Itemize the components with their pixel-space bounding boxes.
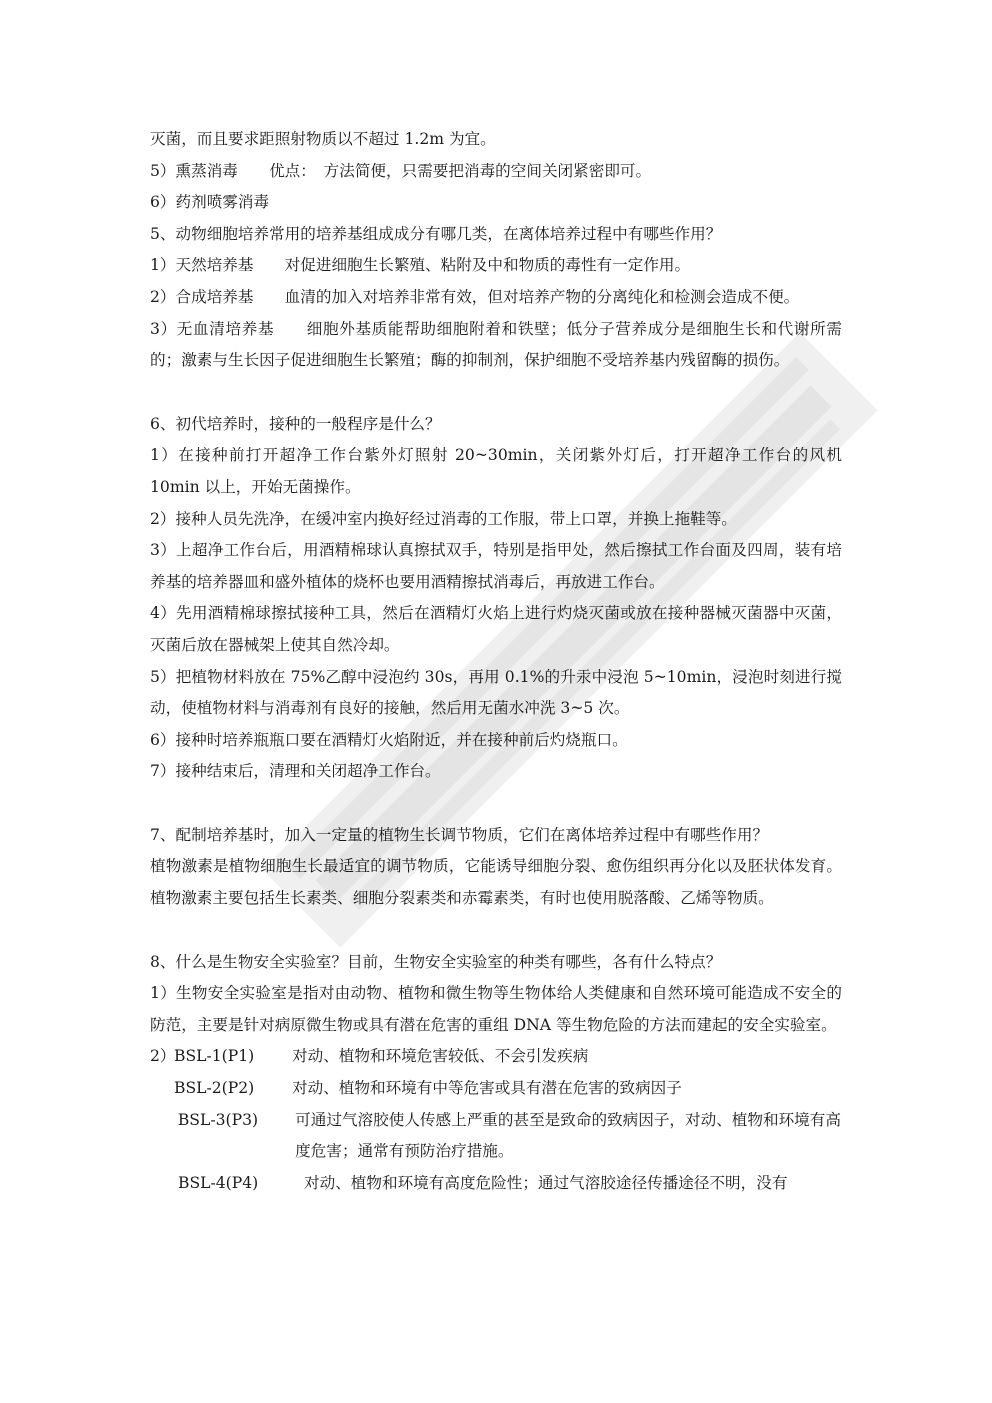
- bsl-description: 对动、植物和环境有中等危害或具有潜在危害的致病因子: [292, 1079, 682, 1098]
- bsl-prefix: [150, 1073, 174, 1105]
- bsl-description: 对动、植物和环境危害较低、不会引发疾病: [292, 1047, 589, 1066]
- question-8-heading: 8、什么是生物安全实验室？目前，生物安全实验室的种类有哪些，各有什么特点？: [150, 952, 722, 971]
- text-line: 5）熏蒸消毒 优点： 方法简便，只需要把消毒的空间关闭紧密即可。: [150, 161, 652, 180]
- bsl-prefix: [150, 1168, 178, 1200]
- paragraph-gap: [150, 377, 842, 409]
- text-paragraph: 2）合成培养基 血清的加入对培养非常有效，但对培养产物的分离纯化和检测会造成不便。: [150, 287, 800, 306]
- text-line: 7）接种结束后，清理和关闭超净工作台。: [150, 762, 441, 781]
- paragraph-gap: [150, 915, 842, 947]
- text-paragraph: 植物激素是植物细胞生长最适宜的调节物质，它能诱导细胞分裂、愈伤组织再分化以及胚状体发育。植物激素主要包括生长素类、细胞分裂素类和赤霉素类，有时也使用脱落酸、乙烯等物质。: [150, 857, 842, 908]
- bsl-level-row: [150, 1168, 842, 1200]
- paragraph-gap: [150, 788, 842, 820]
- bsl-description: 对动、植物和环境有高度危险性；通过气溶胶途径传播途径不明，没有: [304, 1173, 788, 1192]
- text-paragraph: 5）把植物材料放在 75%乙醇中浸泡约 30s，再用 0.1%的升汞中浸泡 5~10min，浸泡时刻进行搅动，使植物材料与消毒剂有良好的接触，然后用无菌水冲洗 3~5 次。: [150, 667, 842, 718]
- text-paragraph: 3）上超净工作台后，用酒精棉球认真擦拭双手，特别是指甲处，然后擦拭工作台面及四周，装有培养基的培养器皿和盛外植体的烧杯也要用酒精擦拭消毒后，再放进工作台。: [150, 541, 842, 591]
- bsl-code: BSL-2(P2): [174, 1079, 255, 1098]
- bsl-code: BSL-1(P1): [174, 1047, 255, 1066]
- bsl-level-row: [150, 1073, 842, 1105]
- bsl-level-row: [150, 1041, 842, 1073]
- text-paragraph: 4）先用酒精棉球擦拭接种工具，然后在酒精灯火焰上进行灼烧灭菌或放在接种器械灭菌器中灭菌，灭菌后放在器械架上使其自然冷却。: [150, 604, 842, 654]
- text-paragraph: 3）无血清培养基 细胞外基质能帮助细胞附着和铁壁；低分子营养成分是细胞生长和代谢所需的；激素与生长因子促进细胞生长繁殖；酶的抑制剂，保护细胞不受培养基内残留酶的损伤。: [150, 319, 842, 370]
- text-line: 灭菌，而且要求距照射物质以不超过 1.2m 为宜。: [150, 130, 496, 148]
- question-5-heading: 5、动物细胞培养常用的培养基组成成分有哪几类，在离体培养过程中有哪些作用？: [150, 224, 722, 243]
- text-paragraph: 1）在接种前打开超净工作台紫外灯照射 20~30min，关闭紫外灯后，打开超净工作台的风机 10min 以上，开始无菌操作。: [150, 446, 842, 496]
- bsl-description: 可通过气溶胶使人传感上严重的甚至是致命的致病因子，对动、植物和环境有高度危害；通常有预防治疗措施。: [295, 1110, 841, 1161]
- question-7-heading: 7、配制培养基时，加入一定量的植物生长调节物质，它们在离体培养过程中有哪些作用？: [150, 825, 769, 844]
- document-body: [150, 124, 842, 1199]
- text-line: 1）天然培养基 对促进细胞生长繁殖、粘附及中和物质的毒性有一定作用。: [150, 256, 691, 275]
- bsl-code: BSL-3(P3): [177, 1110, 259, 1129]
- question-6-heading: 6、初代培养时，接种的一般程序是什么？: [150, 414, 441, 433]
- text-line: 6）药剂喷雾消毒: [150, 193, 270, 212]
- bsl-code: BSL-4(P4): [178, 1173, 259, 1192]
- text-line: 2）接种人员先洗净，在缓冲室内换好经过消毒的工作服，带上口罩，并换上拖鞋等。: [150, 509, 737, 528]
- text-paragraph: 1）生物安全实验室是指对由动物、植物和微生物等生物体给人类健康和自然环境可能造成不安全的防范，主要是针对病原微生物或具有潜在危害的重组 DNA 等生物危险的方法而建起的安全实验室。: [150, 984, 842, 1034]
- text-line: 6）接种时培养瓶瓶口要在酒精灯火焰附近，并在接种前后灼烧瓶口。: [150, 730, 628, 749]
- bsl-level-row: [150, 1105, 842, 1168]
- bsl-prefix: 2）: [150, 1047, 176, 1066]
